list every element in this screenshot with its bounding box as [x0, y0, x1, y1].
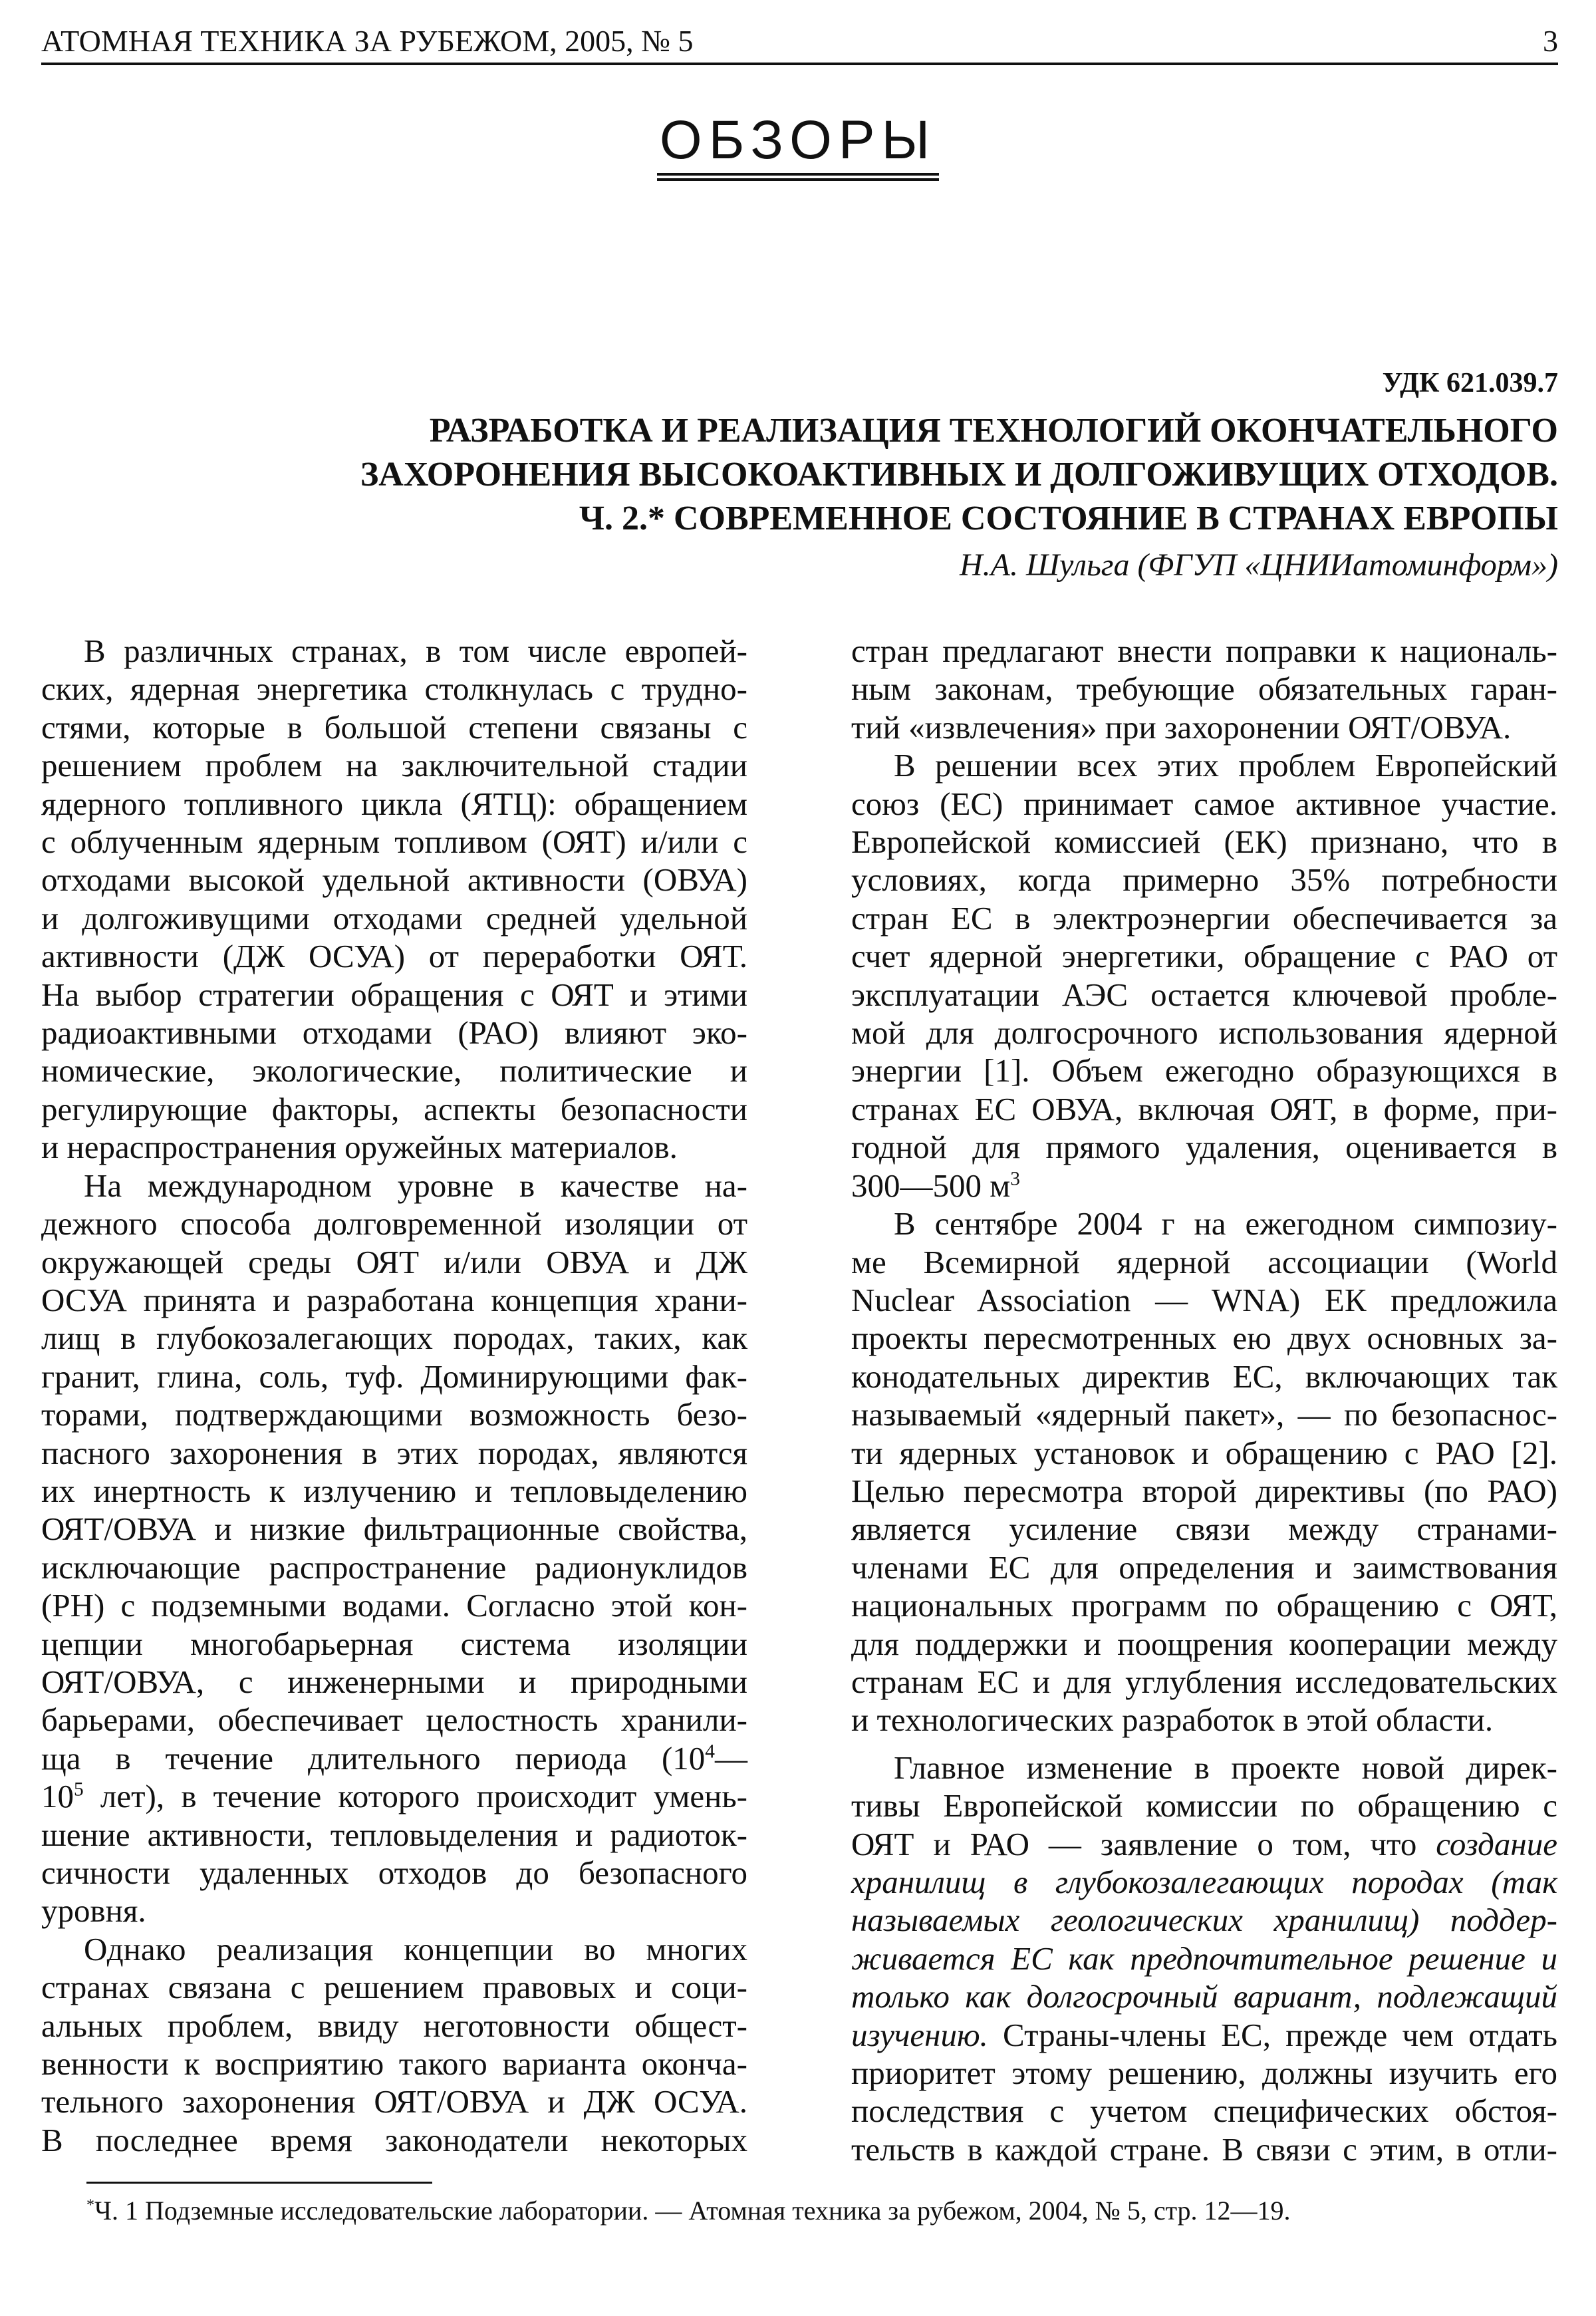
text-line: ОСУА принята и разработана концепция храни- — [41, 1281, 747, 1318]
italic-run: хранилищ в глубокозалегающих породах (так — [851, 1864, 1557, 1900]
text-line: стран предлагают внести поправки к националь- — [851, 633, 1557, 669]
text-line: ным законам, требующие обязательных гаран- — [851, 670, 1557, 708]
title-line: ЗАХОРОНЕНИЯ ВЫСОКОАКТИВНЫХ И ДОЛГОЖИВУЩИХ ОТХОДОВ. — [360, 456, 1558, 494]
text-line: ти ядерных установок и обращению с РАО [2]. — [851, 1434, 1557, 1471]
italic-run: называемых геологических хранилищ) поддер- — [851, 1902, 1557, 1939]
text-line: Главное изменение в проекте новой дирек- — [894, 1749, 1557, 1786]
text-line: ских, ядерная энергетика столкнулась с трудно- — [41, 670, 747, 708]
title-line: Ч. 2.* СОВРЕМЕННОЕ СОСТОЯНИЕ В СТРАНАХ ЕВРОПЫ — [579, 500, 1558, 537]
text-line: приоритет этому решению, должны изучить его — [851, 2055, 1557, 2092]
italic-run: только как долгосрочный вариант, подлежащий — [851, 1978, 1557, 2015]
text-line: В решении всех этих проблем Европейский — [894, 747, 1557, 784]
text-line: тельств в каждой стране. В связи с этим, в отли- — [851, 2130, 1557, 2168]
superscript: 4 — [705, 1741, 715, 1763]
text-line: решением проблем на заключительной стадии — [41, 747, 747, 784]
text-line: ОЯТ/ОВУА и низкие фильтрационные свойства, — [41, 1511, 747, 1548]
text-line — [851, 1940, 1557, 1977]
udk-code: УДК 621.039.7 — [1382, 368, 1558, 398]
text-run: 10 — [41, 1778, 74, 1815]
text-line: странах ЕС ОВУА, включая ОЯТ, в форме, при- — [851, 1090, 1557, 1127]
text-line: проекты пересмотренных ею двух основных за- — [851, 1320, 1557, 1357]
text-line: венности к восприятию такого варианта оконча- — [41, 2045, 747, 2083]
paragraph — [41, 1930, 747, 2159]
paragraph-gap — [851, 1739, 1557, 1749]
journal-title: АТОМНАЯ ТЕХНИКА ЗА РУБЕЖОМ, 2005, № 5 — [41, 24, 694, 58]
text-line: радиоактивными отходами (РАО) влияют эко- — [41, 1014, 747, 1052]
text-line: окружающей среды ОЯТ и/или ОВУА и ДЖ — [41, 1243, 747, 1280]
paragraph — [851, 746, 1557, 1205]
text-line: называемый «ядерный пакет», — по безопаснос- — [851, 1396, 1557, 1433]
text-line: В сентябре 2004 г на ежегодном симпозиу- — [894, 1205, 1557, 1242]
text-line: счет ядерной энергетики, обращение с РАО от — [851, 938, 1557, 975]
text-run: Страны-члены ЕС, прежде чем отдать — [988, 2016, 1557, 2053]
text-line: с облученным ядерным топливом (ОЯТ) и/или с — [41, 823, 747, 861]
text-line: шение активности, тепловыделения и радиоток- — [41, 1816, 747, 1853]
footnote — [86, 2195, 1291, 2226]
text-line: их инертность к излучению и тепловыделению — [41, 1472, 747, 1509]
text-line: В последнее время законодатели некоторых — [41, 2121, 747, 2158]
superscript: 5 — [74, 1779, 84, 1801]
text-line — [41, 1777, 747, 1815]
text-line: Nuclear Association — WNA) ЕК предложила — [851, 1281, 1557, 1318]
italic-run: создание — [1436, 1825, 1557, 1862]
section-heading — [0, 110, 1596, 181]
text-line: Однако реализация концепции во многих — [84, 1930, 747, 1967]
text-line — [851, 1863, 1557, 1901]
footnote-text: Ч. 1 Подземные исследовательские лаборатории. — Атомная техника за рубежом, 2004, № 5, стр. 12—19. — [94, 2196, 1291, 2226]
text-line: На выбор стратегии обращения с ОЯТ и этими — [41, 976, 747, 1013]
text-line: цепции многобарьерная система изоляции — [41, 1625, 747, 1662]
running-header — [41, 20, 1558, 65]
text-line — [851, 2016, 1557, 2054]
text-line: тивы Европейской комиссии по обращению с — [851, 1787, 1557, 1824]
title-line: РАЗРАБОТКА И РЕАЛИЗАЦИЯ ТЕХНОЛОГИЙ ОКОНЧАТЕЛЬНОГО — [429, 412, 1558, 450]
text-line: гранит, глина, соль, туф. Доминирующими фак- — [41, 1358, 747, 1395]
text-line: эксплуатации АЭС остается ключевой пробле- — [851, 976, 1557, 1013]
text-run: ОЯТ и РАО — заявление о том, что — [851, 1825, 1436, 1862]
text-line: исключающие распространение радионуклидов — [41, 1548, 747, 1586]
text-line: (РН) с подземными водами. Согласно этой кон- — [41, 1587, 747, 1624]
text-line: альных проблем, ввиду неготовности общест- — [41, 2007, 747, 2044]
text-line: дежного способа долговременной изоляции от — [41, 1205, 747, 1242]
text-line: На международном уровне в качестве на- — [84, 1167, 747, 1204]
text-run: — — [715, 1739, 747, 1777]
text-line — [851, 1825, 1557, 1863]
text-line: барьерами, обеспечивает целостность хранили- — [41, 1701, 747, 1739]
text-line: тельного захоронения ОЯТ/ОВУА и ДЖ ОСУА. — [41, 2083, 747, 2120]
text-line: стями, которые в большой степени связаны с — [41, 708, 747, 746]
text-line: лищ в глубокозалегающих породах, таких, как — [41, 1320, 747, 1357]
text-line: странам ЕС и для углубления исследовательских — [851, 1663, 1557, 1700]
footnote-divider — [86, 2182, 432, 2184]
text-line: номические, экологические, политические и — [41, 1052, 747, 1089]
text-line: отходами высокой удельной активности (ОВУА) — [41, 861, 747, 899]
text-line: мой для долгосрочного использования ядерной — [851, 1014, 1557, 1052]
text-line: сичности удаленных отходов до безопасного — [41, 1854, 747, 1891]
text-run: лет), в течение которого происходит умень- — [83, 1778, 747, 1815]
text-line: годной для прямого удаления, оценивается в — [851, 1129, 1557, 1166]
section-title: ОБЗОРЫ — [657, 113, 939, 181]
text-line: В различных странах, в том числе европей- — [84, 633, 747, 669]
page-number: 3 — [1543, 24, 1558, 58]
text-run: ща в течение длительного периода (10 — [41, 1739, 706, 1777]
text-run: 300—500 м — [851, 1167, 1011, 1204]
paragraph — [41, 632, 747, 1167]
italic-run: живается ЕС как предпочтительное решение и — [851, 1940, 1557, 1977]
superscript: 3 — [1010, 1168, 1020, 1190]
text-line: и долгоживущими отходами средней удельной — [41, 899, 747, 937]
text-line: национальных программ по обращению с ОЯТ, — [851, 1587, 1557, 1624]
text-line: уровня. — [41, 1892, 146, 1930]
paragraph — [41, 1167, 747, 1930]
text-line — [851, 1977, 1557, 2015]
paragraph — [851, 1205, 1557, 1739]
text-line — [851, 1167, 1557, 1205]
text-line: ОЯТ/ОВУА, с инженерными и природными — [41, 1663, 747, 1700]
paragraph — [851, 1749, 1557, 2168]
text-line: энергии [1]. Объем ежегодно образующихся в — [851, 1052, 1557, 1089]
text-line: странах связана с решением правовых и соци- — [41, 1969, 747, 2006]
italic-run: изучению. — [851, 2016, 988, 2053]
left-column — [41, 632, 747, 2159]
author-line: Н.А. Шульга (ФГУП «ЦНИИатоминформ») — [959, 547, 1558, 583]
text-line: для поддержки и поощрения кооперации между — [851, 1625, 1557, 1662]
text-line: торами, подтверждающими возможность безо- — [41, 1396, 747, 1433]
text-line: Европейской комиссией (ЕК) признано, что в — [851, 823, 1557, 861]
text-line: ме Всемирной ядерной ассоциации (World — [851, 1243, 1557, 1280]
text-line: последствия с учетом специфических обстоя- — [851, 2093, 1557, 2130]
text-line: пасного захоронения в этих породах, являются — [41, 1434, 747, 1471]
right-column — [851, 632, 1557, 2168]
text-line: конодательных директив ЕС, включающих так — [851, 1358, 1557, 1395]
text-line — [41, 1739, 747, 1777]
text-line: стран ЕС в электроэнергии обеспечивается за — [851, 899, 1557, 937]
article-title — [360, 409, 1558, 541]
text-line: тий «извлечения» при захоронении ОЯТ/ОВУА. — [851, 708, 1512, 746]
text-line — [851, 1901, 1557, 1939]
text-line: союз (ЕС) принимает самое активное участие. — [851, 785, 1557, 822]
text-line: условиях, когда примерно 35% потребности — [851, 861, 1557, 899]
paragraph — [851, 632, 1557, 746]
text-line: активности (ДЖ ОСУА) от переработки ОЯТ. — [41, 938, 747, 975]
footnote-mark: * — [86, 2196, 94, 2214]
text-line: Целью пересмотра второй директивы (по РАО) — [851, 1472, 1557, 1509]
text-line: является усиление связи между странами- — [851, 1511, 1557, 1548]
text-line: и технологических разработок в этой области. — [851, 1701, 1494, 1739]
text-line: ядерного топливного цикла (ЯТЦ): обращением — [41, 785, 747, 822]
text-line: членами ЕС для определения и заимствования — [851, 1548, 1557, 1586]
text-line: регулирующие факторы, аспекты безопасности — [41, 1090, 747, 1127]
text-line: и нераспространения оружейных материалов. — [41, 1129, 678, 1166]
